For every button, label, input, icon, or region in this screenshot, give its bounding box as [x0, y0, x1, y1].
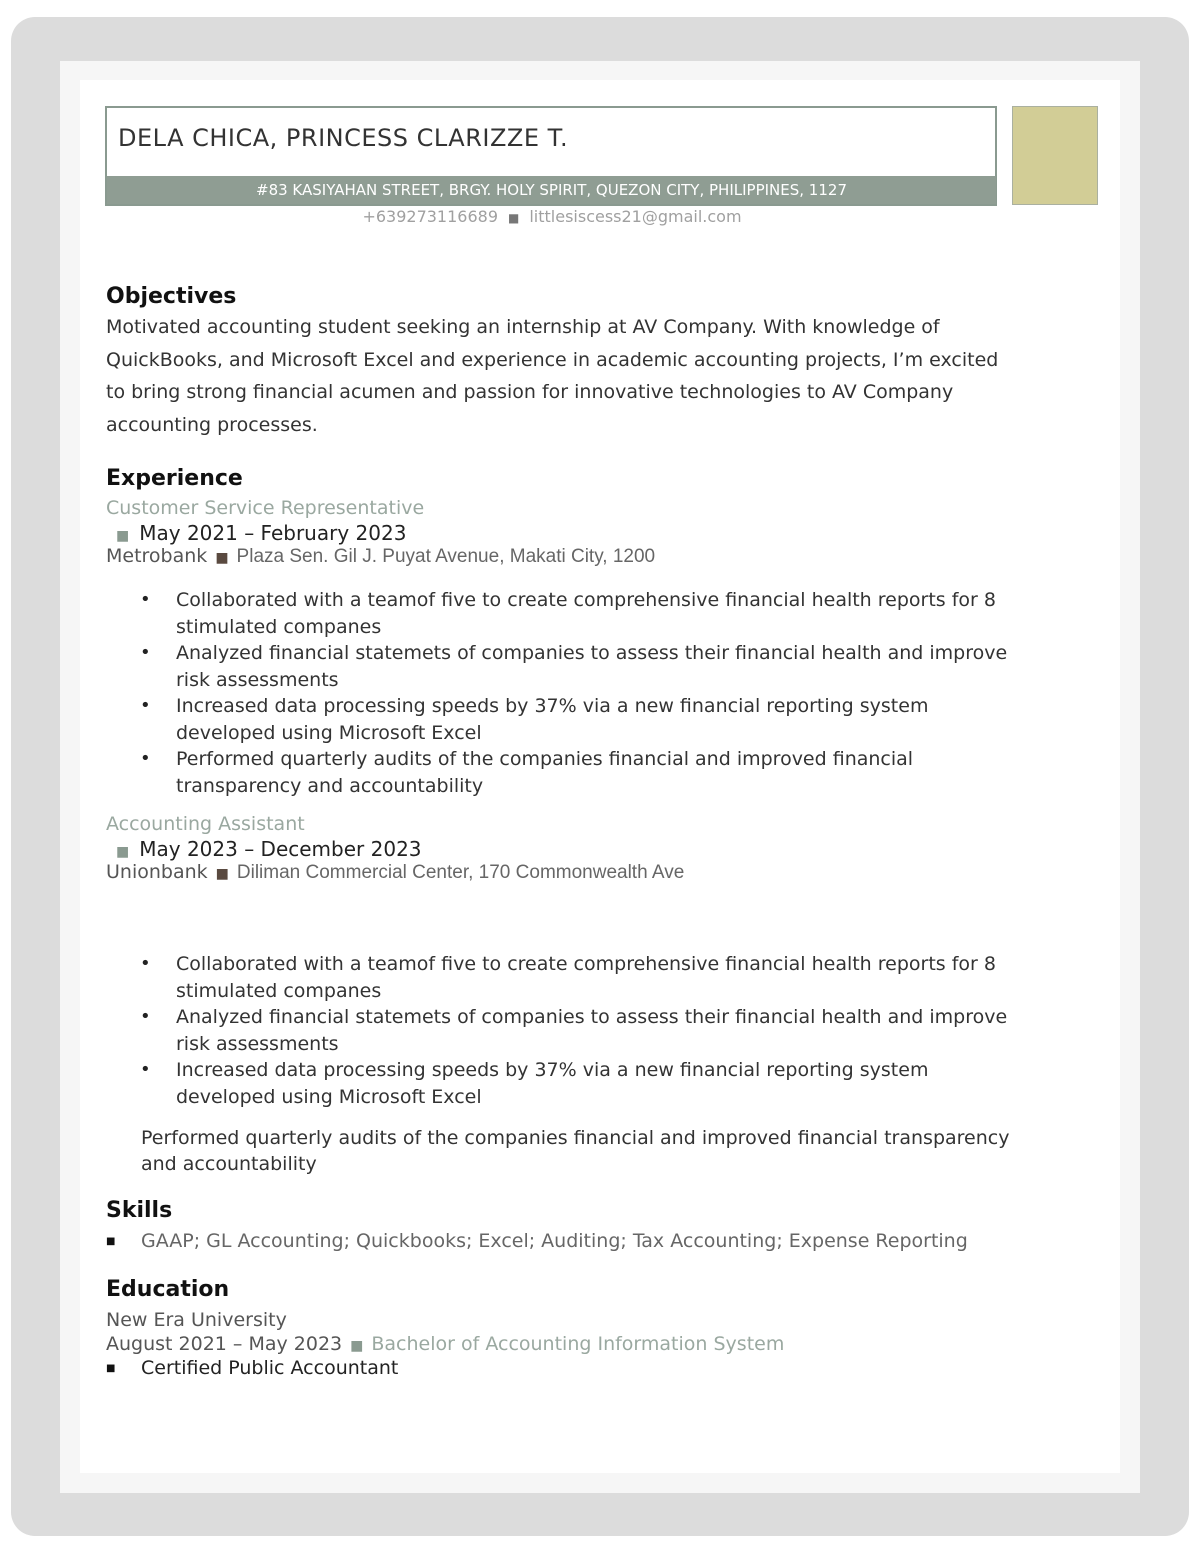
job-dates	[116, 521, 406, 545]
job-bullets	[140, 587, 1090, 799]
square-bullet-icon: ■	[116, 844, 130, 860]
phone: +639273116689	[362, 207, 498, 226]
education-heading: Education	[106, 1277, 230, 1302]
list-item	[140, 693, 1090, 746]
job-dates-text: May 2023 – December 2023	[139, 837, 422, 861]
extra-line: and accountability	[141, 1153, 317, 1175]
bullet-line: stimulated companes	[176, 615, 382, 638]
company-location: Plaza Sen. Gil J. Puyat Avenue, Makati City, 1200	[236, 546, 656, 567]
contact-line	[106, 207, 998, 226]
list-item	[140, 746, 1090, 799]
objectives-line: Motivated accounting student seeking an internship at AV Company. With knowledge of	[106, 316, 940, 338]
separator-square-icon: ■	[215, 550, 229, 566]
bullet-line: • Increased data processing speeds by 37% via a new financial reporting system	[176, 695, 929, 717]
list-item	[140, 1057, 1090, 1110]
job-employer	[106, 861, 684, 884]
job-title: Customer Service Representative	[106, 497, 425, 519]
company-location: Diliman Commercial Center, 170 Commonwealth Ave	[236, 862, 685, 883]
degree: Bachelor of Accounting Information System	[371, 1333, 785, 1355]
company-name: Unionbank	[106, 861, 208, 883]
bullet-line: developed using Microsoft Excel	[176, 721, 482, 744]
list-item	[140, 640, 1090, 693]
bullet-line: risk assessments	[176, 668, 339, 691]
skills-text: GAAP; GL Accounting; Quickbooks; Excel; Auditing; Tax Accounting; Expense Reporting	[141, 1230, 968, 1252]
separator-square-icon: ■	[215, 866, 229, 882]
experience-heading: Experience	[106, 466, 243, 491]
bullet-line: • Analyzed financial statemets of companies to assess their financial health and improve	[176, 1006, 1008, 1028]
photo-placeholder	[1012, 106, 1098, 205]
company-name: Metrobank	[106, 545, 208, 567]
list-item	[140, 951, 1090, 1004]
separator-square-icon: ■	[508, 211, 520, 225]
separator-square-icon: ■	[350, 1338, 364, 1354]
bullet-line: risk assessments	[176, 1032, 339, 1055]
education-line	[106, 1333, 784, 1355]
skills-item	[106, 1230, 968, 1252]
objectives-line: QuickBooks, and Microsoft Excel and experience in academic accounting projects, I’m excited	[106, 348, 999, 371]
list-item	[140, 587, 1090, 640]
skills-heading: Skills	[106, 1198, 173, 1223]
objectives-line: to bring strong financial acumen and passion for innovative technologies to AV Company	[106, 381, 954, 403]
objectives-line: accounting processes.	[106, 413, 318, 436]
bullet-line: • Collaborated with a teamof five to create comprehensive financial health reports for 8	[176, 589, 996, 611]
objectives-text	[106, 311, 1086, 441]
bullet-line: • Increased data processing speeds by 37% via a new financial reporting system	[176, 1059, 929, 1081]
job-bullets	[140, 951, 1090, 1110]
objectives-heading: Objectives	[106, 284, 237, 309]
square-bullet-icon: ■	[106, 1236, 116, 1247]
certification-text: Certified Public Accountant	[141, 1357, 399, 1379]
job-employer	[106, 545, 655, 568]
bullet-line: • Collaborated with a teamof five to create comprehensive financial health reports for 8	[176, 953, 996, 975]
bullet-line: transparency and accountability	[176, 774, 484, 797]
certification-item	[106, 1357, 398, 1379]
job-title: Accounting Assistant	[106, 813, 305, 835]
school-name: New Era University	[106, 1309, 287, 1331]
job-dates-text: May 2021 – February 2023	[139, 521, 407, 545]
extra-line: Performed quarterly audits of the companies financial and improved financial transparency	[141, 1127, 1010, 1149]
job-dates	[116, 837, 422, 861]
square-bullet-icon: ■	[106, 1363, 116, 1374]
bullet-line: stimulated companes	[176, 979, 382, 1002]
bullet-line: • Analyzed financial statemets of companies to assess their financial health and improve	[176, 642, 1008, 664]
applicant-name: DELA CHICA, PRINCESS CLARIZZE T.	[118, 124, 569, 152]
list-item	[140, 1004, 1090, 1057]
bullet-line: developed using Microsoft Excel	[176, 1085, 482, 1108]
job-extra-text	[141, 1125, 1091, 1177]
address-bar: #83 KASIYAHAN STREET, BRGY. HOLY SPIRIT, QUEZON CITY, PHILIPPINES, 1127	[107, 176, 996, 204]
square-bullet-icon: ■	[116, 528, 130, 544]
education-dates: August 2021 – May 2023	[106, 1333, 343, 1355]
bullet-line: • Performed quarterly audits of the companies financial and improved financial	[176, 748, 914, 770]
email-link[interactable]: littlesiscess21@gmail.com	[529, 207, 742, 226]
